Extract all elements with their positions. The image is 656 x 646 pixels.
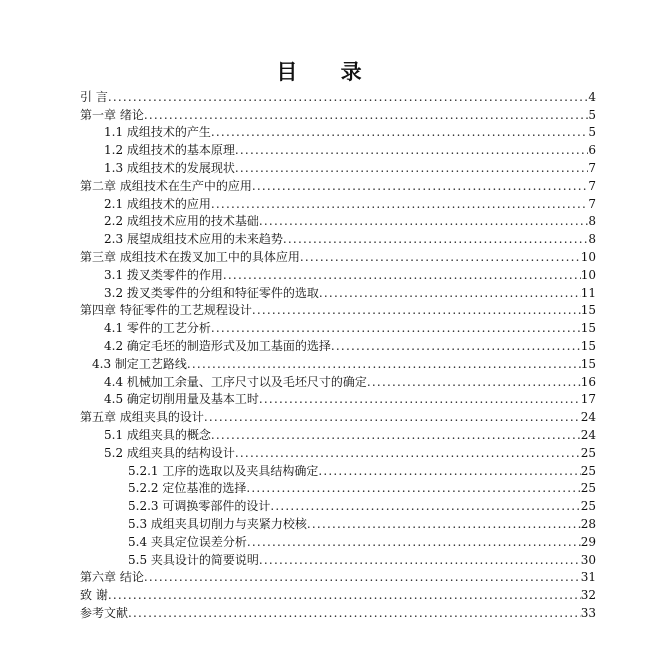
dot-leader: [246, 481, 580, 495]
toc-entry[interactable]: [80, 406, 596, 424]
dot-leader: [283, 232, 588, 246]
toc-entry[interactable]: [80, 460, 596, 478]
toc-entry[interactable]: [80, 246, 596, 264]
toc-entry[interactable]: [80, 104, 596, 122]
dot-leader: [223, 268, 581, 282]
toc-entry-page: 7: [588, 178, 596, 193]
toc-entry-page: 32: [580, 588, 596, 603]
dot-leader: [235, 446, 581, 460]
toc-entry[interactable]: [80, 531, 596, 549]
toc-entry[interactable]: [80, 567, 596, 585]
toc-entry[interactable]: [80, 122, 596, 140]
toc-entry[interactable]: [80, 193, 596, 211]
dot-leader: [259, 553, 581, 567]
toc-entry-page: 8: [588, 214, 596, 229]
toc-entry-label: 4.4 机械加工余量、工序尺寸以及毛坯尺寸的确定: [104, 374, 367, 389]
toc-entry-label: 致 谢: [80, 588, 108, 603]
toc-entry-page: 17: [580, 392, 596, 407]
dot-leader: [318, 464, 580, 478]
toc-title: 目 录: [276, 60, 380, 84]
toc-entry-page: 11: [580, 285, 596, 300]
toc-entry[interactable]: [80, 389, 596, 407]
toc-entry-label: 引 言: [80, 89, 108, 104]
toc-entry-label: 第四章 特征零件的工艺规程设计: [80, 303, 252, 318]
toc-entry[interactable]: [80, 353, 596, 371]
toc-entry[interactable]: [80, 157, 596, 175]
dot-leader: [204, 410, 581, 424]
dot-leader: [211, 197, 588, 211]
toc-entry-label: 第一章 绪论: [80, 107, 144, 122]
toc-entry-label: 第五章 成组夹具的设计: [80, 410, 204, 425]
toc-entry-page: 7: [588, 160, 596, 175]
toc-entry-label: 5.2 成组夹具的结构设计: [104, 445, 235, 460]
toc-entry-label: 1.2 成组技术的基本原理: [104, 143, 235, 158]
toc-entry-label: 3.2 拨叉类零件的分组和特征零件的选取: [104, 285, 319, 300]
toc-entry-page: 25: [580, 499, 596, 514]
toc-entry[interactable]: [80, 175, 596, 193]
toc-entry[interactable]: [80, 495, 596, 513]
toc-entry-page: 30: [580, 552, 596, 567]
toc-entry-label: 1.3 成组技术的发展现状: [104, 160, 235, 175]
toc-entry-label: 5.5 夹具设计的简要说明: [128, 552, 259, 567]
toc-entry[interactable]: [80, 228, 596, 246]
toc-entry[interactable]: [80, 442, 596, 460]
dot-leader: [270, 499, 580, 513]
dot-leader: [144, 570, 581, 584]
toc-entry-label: 2.1 成组技术的应用: [104, 196, 211, 211]
toc-entry-label: 第三章 成组技术在拨叉加工中的具体应用: [80, 249, 300, 264]
dot-leader: [247, 535, 581, 549]
toc-entry[interactable]: [80, 282, 596, 300]
dot-leader: [252, 303, 581, 317]
toc-entry-page: 33: [580, 605, 596, 620]
toc-entry-page: 24: [580, 410, 596, 425]
toc-entry-page: 4: [588, 89, 596, 104]
toc-entry-label: 2.2 成组技术应用的技术基础: [104, 214, 259, 229]
toc-entry-page: 24: [580, 427, 596, 442]
toc-entry-page: 25: [580, 463, 596, 478]
toc-entry[interactable]: [80, 335, 596, 353]
toc-entry-label: 5.2.2 定位基准的选择: [128, 481, 247, 496]
toc-entry-page: 15: [580, 321, 596, 336]
toc-entry[interactable]: [80, 139, 596, 157]
toc-entry-label: 第二章 成组技术在生产中的应用: [80, 178, 252, 193]
toc-entry-label: 第六章 结论: [80, 570, 144, 585]
dot-leader: [331, 339, 581, 353]
toc-entry-label: 2.3 展望成组技术应用的未来趋势: [104, 232, 283, 247]
toc-entry[interactable]: [80, 211, 596, 229]
toc-entry-page: 28: [580, 516, 596, 531]
toc-entry-page: 15: [580, 303, 596, 318]
toc-entry-page: 5: [588, 125, 596, 140]
toc-entry[interactable]: [80, 371, 596, 389]
toc-entry-label: 5.2.1 工序的选取以及夹具结构确定: [128, 463, 319, 478]
toc-entry-label: 1.1 成组技术的产生: [104, 125, 211, 140]
dot-leader: [108, 588, 581, 602]
toc-entry-page: 15: [580, 338, 596, 353]
toc-entry-page: 8: [588, 232, 596, 247]
toc-entry-page: 31: [580, 570, 596, 585]
dot-leader: [259, 392, 581, 406]
dot-leader: [211, 428, 581, 442]
toc-entry[interactable]: [80, 317, 596, 335]
toc-entry[interactable]: [80, 478, 596, 496]
toc-entry[interactable]: [80, 424, 596, 442]
toc-entry-page: 29: [580, 534, 596, 549]
dot-leader: [187, 357, 581, 371]
toc-entry-page: 16: [580, 374, 596, 389]
toc-entry-label: 5.1 成组夹具的概念: [104, 427, 211, 442]
toc-entry-page: 7: [588, 196, 596, 211]
toc-entry-page: 25: [580, 481, 596, 496]
toc-entry-label: 4.3 制定工艺路线: [92, 356, 187, 371]
dot-leader: [259, 214, 588, 228]
toc-entry-page: 10: [580, 249, 596, 264]
toc-entry[interactable]: [80, 513, 596, 531]
toc-entry[interactable]: [80, 264, 596, 282]
toc-entry-label: 5.2.3 可调换零部件的设计: [128, 499, 271, 514]
dot-leader: [144, 108, 589, 122]
dot-leader: [300, 250, 581, 264]
toc-entry[interactable]: [80, 549, 596, 567]
toc-entry[interactable]: [80, 602, 596, 620]
toc-entry-label: 4.2 确定毛坯的制造形式及加工基面的选择: [104, 338, 331, 353]
toc-entry-page: 10: [580, 267, 596, 282]
dot-leader: [128, 606, 581, 620]
dot-leader: [211, 125, 588, 139]
dot-leader: [307, 517, 581, 531]
toc-entry[interactable]: [80, 584, 596, 602]
toc-entry[interactable]: [80, 86, 596, 104]
toc-entry-page: 6: [588, 143, 596, 158]
table-of-contents: [80, 86, 596, 620]
dot-leader: [235, 143, 588, 157]
toc-entry-label: 参考文献: [80, 605, 129, 620]
toc-entry-label: 4.5 确定切削用量及基本工时: [104, 392, 259, 407]
dot-leader: [211, 321, 581, 335]
toc-entry-page: 25: [580, 445, 596, 460]
toc-entry[interactable]: [80, 300, 596, 318]
dot-leader: [235, 161, 588, 175]
dot-leader: [252, 179, 589, 193]
dot-leader: [319, 286, 581, 300]
toc-entry-label: 4.1 零件的工艺分析: [104, 321, 211, 336]
toc-entry-label: 3.1 拨叉类零件的作用: [104, 267, 223, 282]
dot-leader: [108, 90, 589, 104]
toc-entry-page: 15: [580, 356, 596, 371]
dot-leader: [367, 375, 581, 389]
toc-entry-page: 5: [588, 107, 596, 122]
toc-entry-label: 5.4 夹具定位误差分析: [128, 534, 247, 549]
toc-entry-label: 5.3 成组夹具切削力与夹紧力校核: [128, 516, 307, 531]
